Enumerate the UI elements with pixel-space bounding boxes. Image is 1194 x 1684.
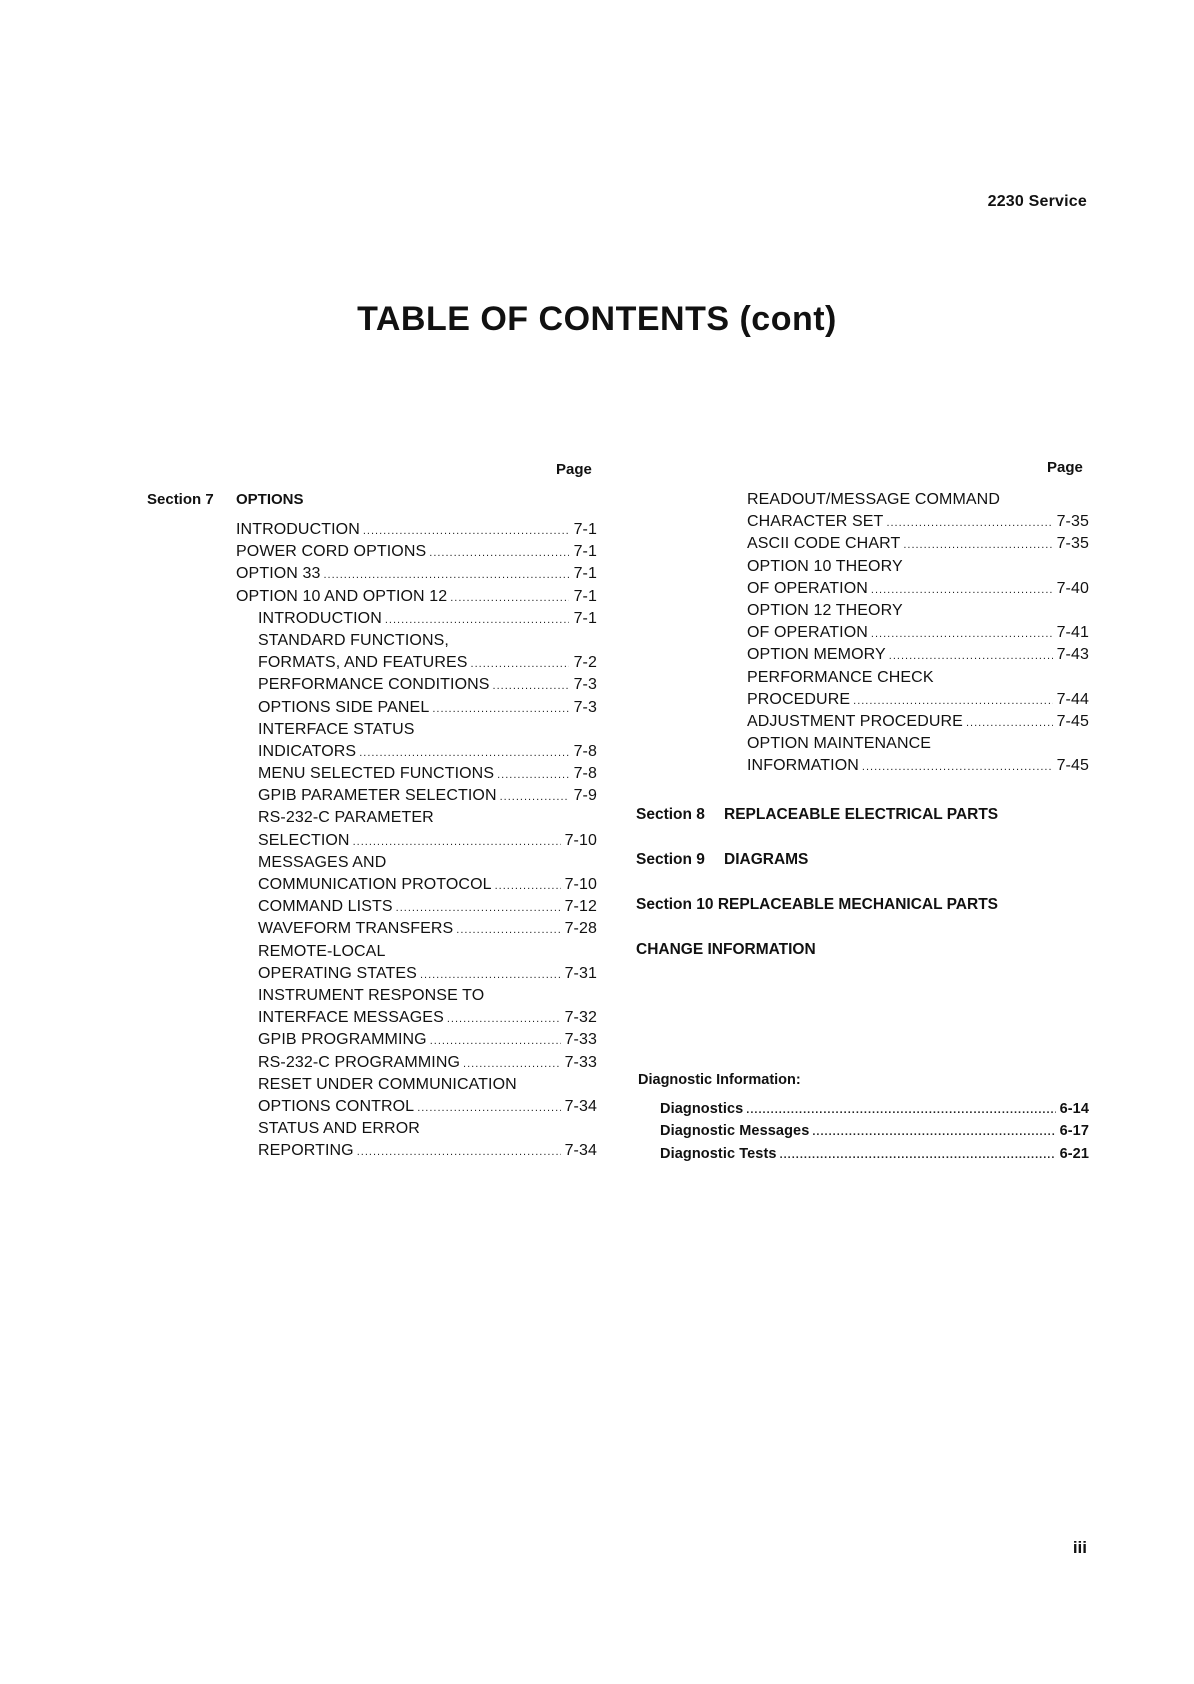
- left-toc-list: [236, 519, 597, 1162]
- left-toc-entry: [236, 519, 597, 541]
- dot-leader: [323, 564, 569, 586]
- left-toc-entry: [236, 697, 597, 719]
- left-toc-entry-page: 7-33: [564, 1053, 597, 1071]
- right-toc-entry-title: OPTION MAINTENANCE: [747, 735, 932, 753]
- left-toc-entry-title: STATUS AND ERROR: [258, 1120, 420, 1138]
- diagnostic-entry-page: 6-21: [1059, 1145, 1089, 1162]
- right-toc-entry-title: ASCII CODE CHART: [747, 535, 901, 553]
- dot-leader: [812, 1121, 1055, 1143]
- left-toc-entry: [236, 1052, 597, 1074]
- diagnostic-entry-page: 6-17: [1059, 1123, 1089, 1140]
- left-toc-entry-page: 7-2: [573, 654, 597, 672]
- dot-leader: [862, 756, 1053, 778]
- right-toc-entry-page: 7-44: [1056, 690, 1089, 708]
- left-toc-entry-page: 7-12: [564, 898, 597, 916]
- section-10-title: REPLACEABLE MECHANICAL PARTS: [717, 896, 999, 913]
- left-toc-entry-page: 7-33: [564, 1031, 597, 1049]
- left-toc-entry: [236, 1140, 597, 1162]
- section-10-row: [636, 896, 998, 914]
- left-toc-entry-page: 7-3: [573, 698, 597, 716]
- left-toc-entry-title: OPTION 10 AND OPTION 12: [236, 587, 448, 605]
- left-toc-entry-title: INTRODUCTION: [236, 521, 360, 538]
- dot-leader: [497, 764, 569, 786]
- left-toc-entry-title: COMMAND LISTS: [258, 898, 393, 916]
- dot-leader: [871, 579, 1053, 601]
- left-toc-entry: [236, 586, 597, 608]
- diagnostic-entry-title: Diagnostic Messages: [660, 1123, 810, 1140]
- right-toc-entry-title: ADJUSTMENT PROCEDURE: [747, 712, 963, 730]
- section-9-number: Section 9: [636, 851, 705, 868]
- left-toc-entry-page: 7-34: [564, 1142, 597, 1160]
- page-title: TABLE OF CONTENTS (cont): [357, 300, 837, 338]
- left-toc-entry: [236, 741, 597, 763]
- diagnostic-entry: [660, 1143, 1089, 1165]
- diagnostic-entry-title: Diagnostics: [660, 1101, 744, 1117]
- dot-leader: [357, 1141, 561, 1163]
- right-toc-entry-page: 7-41: [1056, 624, 1089, 642]
- right-toc-entry-page: 7-35: [1056, 535, 1089, 553]
- left-toc-entry-title: STANDARD FUNCTIONS,: [258, 631, 449, 649]
- left-toc-entry: [236, 985, 597, 1007]
- dot-leader: [385, 609, 569, 631]
- right-toc-entry-page: 7-40: [1056, 579, 1089, 597]
- left-toc-entry-page: 7-31: [564, 964, 597, 982]
- left-toc-entry-title: RS-232-C PROGRAMMING: [258, 1053, 461, 1071]
- left-toc-entry: [236, 963, 597, 985]
- left-toc-entry-title: INTERFACE MESSAGES: [258, 1009, 444, 1027]
- right-toc-entry-title: OPTION MEMORY: [747, 646, 886, 664]
- diagnostic-entry-page: 6-14: [1059, 1101, 1089, 1117]
- left-toc-entry-title: OPTIONS CONTROL: [258, 1097, 415, 1115]
- dot-leader: [966, 712, 1053, 734]
- right-toc-entry: [747, 622, 1089, 644]
- left-toc-entry: [236, 785, 597, 807]
- left-toc-entry: [236, 852, 597, 874]
- dot-leader: [493, 675, 569, 697]
- right-toc-entry-title: PROCEDURE: [747, 690, 851, 708]
- left-toc-entry-page: 7-8: [573, 742, 597, 760]
- right-toc-entry: [747, 733, 1089, 755]
- right-toc-list: [747, 489, 1089, 777]
- right-toc-entry-page: 7-45: [1056, 712, 1089, 730]
- left-toc-entry-page: 7-32: [564, 1009, 597, 1027]
- left-toc-entry-page: 7-28: [564, 920, 597, 938]
- left-toc-entry-title: GPIB PARAMETER SELECTION: [258, 787, 497, 805]
- left-toc-entry-page: 7-10: [564, 876, 597, 893]
- left-toc-entry-title: INSTRUMENT RESPONSE TO: [258, 986, 485, 1004]
- diagnostic-entry: [660, 1098, 1089, 1120]
- dot-leader: [432, 698, 569, 720]
- right-toc-entry: [747, 667, 1089, 689]
- left-toc-entry-title: REMOTE-LOCAL: [258, 942, 386, 960]
- left-toc-entry: [236, 918, 597, 940]
- left-toc-entry: [236, 719, 597, 741]
- right-toc-entry-title: OF OPERATION: [747, 624, 868, 642]
- right-toc-entry: [747, 755, 1089, 777]
- right-toc-entry: [747, 711, 1089, 733]
- dot-leader: [363, 520, 569, 542]
- dot-leader: [417, 1097, 560, 1119]
- dot-leader: [495, 875, 561, 897]
- dot-leader: [871, 623, 1053, 645]
- section-8-title: REPLACEABLE ELECTRICAL PARTS: [724, 806, 999, 823]
- right-toc-entry: [747, 689, 1089, 711]
- left-toc-entry: [236, 541, 597, 563]
- dot-leader: [886, 512, 1052, 534]
- diagnostic-entry: [660, 1120, 1089, 1142]
- section-9-row: [636, 851, 808, 869]
- dot-leader: [780, 1144, 1056, 1166]
- left-toc-entry-title: MESSAGES AND: [258, 853, 387, 871]
- left-toc-entry-title: POWER CORD OPTIONS: [236, 543, 427, 561]
- right-toc-entry-title: PERFORMANCE CHECK: [747, 668, 934, 686]
- right-toc-entry-page: 7-43: [1056, 646, 1089, 664]
- left-toc-entry-page: 7-9: [573, 787, 597, 805]
- dot-leader: [430, 1030, 561, 1052]
- left-toc-entry-page: 7-10: [564, 831, 597, 849]
- left-toc-entry-page: 7-8: [573, 765, 597, 783]
- dot-leader: [746, 1099, 1055, 1121]
- left-toc-entry-title: SELECTION: [258, 831, 350, 849]
- diagnostic-heading: Diagnostic Information:: [638, 1072, 801, 1088]
- left-toc-entry-title: FORMATS, AND FEATURES: [258, 654, 468, 672]
- left-toc-entry-title: OPTION 33: [236, 565, 321, 583]
- left-toc-entry-title: INDICATORS: [258, 742, 357, 760]
- change-information-row: [636, 941, 816, 959]
- left-toc-entry-title: GPIB PROGRAMMING: [258, 1031, 427, 1049]
- left-toc-entry-title: PERFORMANCE CONDITIONS: [258, 676, 490, 694]
- right-toc-entry-title: INFORMATION: [747, 757, 859, 775]
- section-7-title: OPTIONS: [236, 491, 304, 508]
- right-toc-entry: [747, 644, 1089, 666]
- change-information-title: CHANGE INFORMATION: [636, 941, 816, 958]
- diagnostic-entry-title: Diagnostic Tests: [660, 1145, 777, 1162]
- dot-leader: [429, 542, 569, 564]
- left-toc-entry-page: 7-34: [564, 1097, 597, 1115]
- dot-leader: [463, 1053, 561, 1075]
- right-toc-entry: [747, 556, 1089, 578]
- left-toc-entry-title: RS-232-C PARAMETER: [258, 809, 434, 827]
- left-toc-entry: [236, 874, 597, 896]
- dot-leader: [359, 742, 569, 764]
- left-toc-entry: [236, 1074, 597, 1096]
- left-toc-entry-title: COMMUNICATION PROTOCOL: [258, 876, 492, 893]
- left-toc-entry-page: 7-1: [573, 609, 597, 627]
- left-toc-entry: [236, 763, 597, 785]
- left-toc-entry-page: 7-3: [573, 676, 597, 694]
- left-toc-entry-title: REPORTING: [258, 1142, 354, 1160]
- document-header: 2230 Service: [987, 193, 1087, 210]
- right-toc-entry-title: READOUT/MESSAGE COMMAND: [747, 491, 1000, 508]
- dot-leader: [447, 1008, 561, 1030]
- right-toc-entry-page: 7-35: [1056, 513, 1089, 531]
- left-toc-entry: [236, 630, 597, 652]
- right-toc-entry: [747, 533, 1089, 555]
- dot-leader: [889, 645, 1053, 667]
- section-8-row: [636, 806, 998, 824]
- left-toc-entry: [236, 1007, 597, 1029]
- left-toc-entry-title: INTERFACE STATUS: [258, 720, 415, 738]
- right-toc-entry: [747, 489, 1089, 511]
- left-toc-entry: [236, 652, 597, 674]
- right-toc-entry: [747, 578, 1089, 600]
- dot-leader: [420, 964, 561, 986]
- left-toc-entry-page: 7-1: [573, 521, 597, 538]
- dot-leader: [903, 534, 1052, 556]
- right-toc-entry-title: OPTION 10 THEORY: [747, 557, 903, 575]
- left-toc-entry: [236, 608, 597, 630]
- left-toc-entry-page: 7-1: [573, 587, 597, 605]
- left-page-column-heading: Page: [556, 461, 592, 478]
- left-toc-entry-page: 7-1: [573, 565, 597, 583]
- left-toc-entry: [236, 674, 597, 696]
- left-toc-entry-title: RESET UNDER COMMUNICATION: [258, 1075, 517, 1093]
- section-9-title: DIAGRAMS: [724, 851, 809, 868]
- right-toc-entry-title: OPTION 12 THEORY: [747, 601, 903, 619]
- left-toc-entry-title: OPTIONS SIDE PANEL: [258, 698, 430, 716]
- left-toc-entry-page: 7-1: [573, 543, 597, 561]
- left-toc-entry: [236, 830, 597, 852]
- dot-leader: [353, 831, 561, 853]
- section-8-number: Section 8: [636, 806, 705, 823]
- dot-leader: [471, 653, 569, 675]
- dot-leader: [450, 587, 569, 609]
- page-number: iii: [1072, 1538, 1087, 1557]
- dot-leader: [396, 897, 561, 919]
- left-toc-entry-title: WAVEFORM TRANSFERS: [258, 920, 454, 938]
- left-toc-entry: [236, 1118, 597, 1140]
- right-page-column-heading: Page: [1047, 459, 1083, 476]
- diagnostic-list: [660, 1098, 1089, 1165]
- left-toc-entry: [236, 1029, 597, 1051]
- left-toc-entry-title: INTRODUCTION: [258, 609, 382, 627]
- dot-leader: [500, 786, 569, 808]
- right-toc-entry: [747, 511, 1089, 533]
- right-toc-entry-title: CHARACTER SET: [747, 513, 884, 531]
- section-10-number: Section 10: [636, 896, 714, 913]
- left-toc-entry: [236, 1096, 597, 1118]
- right-toc-entry-title: OF OPERATION: [747, 579, 868, 597]
- left-toc-entry: [236, 896, 597, 918]
- left-toc-entry: [236, 563, 597, 585]
- left-toc-entry: [236, 941, 597, 963]
- right-toc-entry-page: 7-45: [1056, 757, 1089, 775]
- dot-leader: [456, 919, 560, 941]
- dot-leader: [853, 690, 1052, 712]
- right-toc-entry: [747, 600, 1089, 622]
- left-toc-entry-title: OPERATING STATES: [258, 964, 417, 982]
- left-toc-entry-title: MENU SELECTED FUNCTIONS: [258, 765, 495, 783]
- section-7-number: Section 7: [147, 491, 214, 508]
- left-toc-entry: [236, 807, 597, 829]
